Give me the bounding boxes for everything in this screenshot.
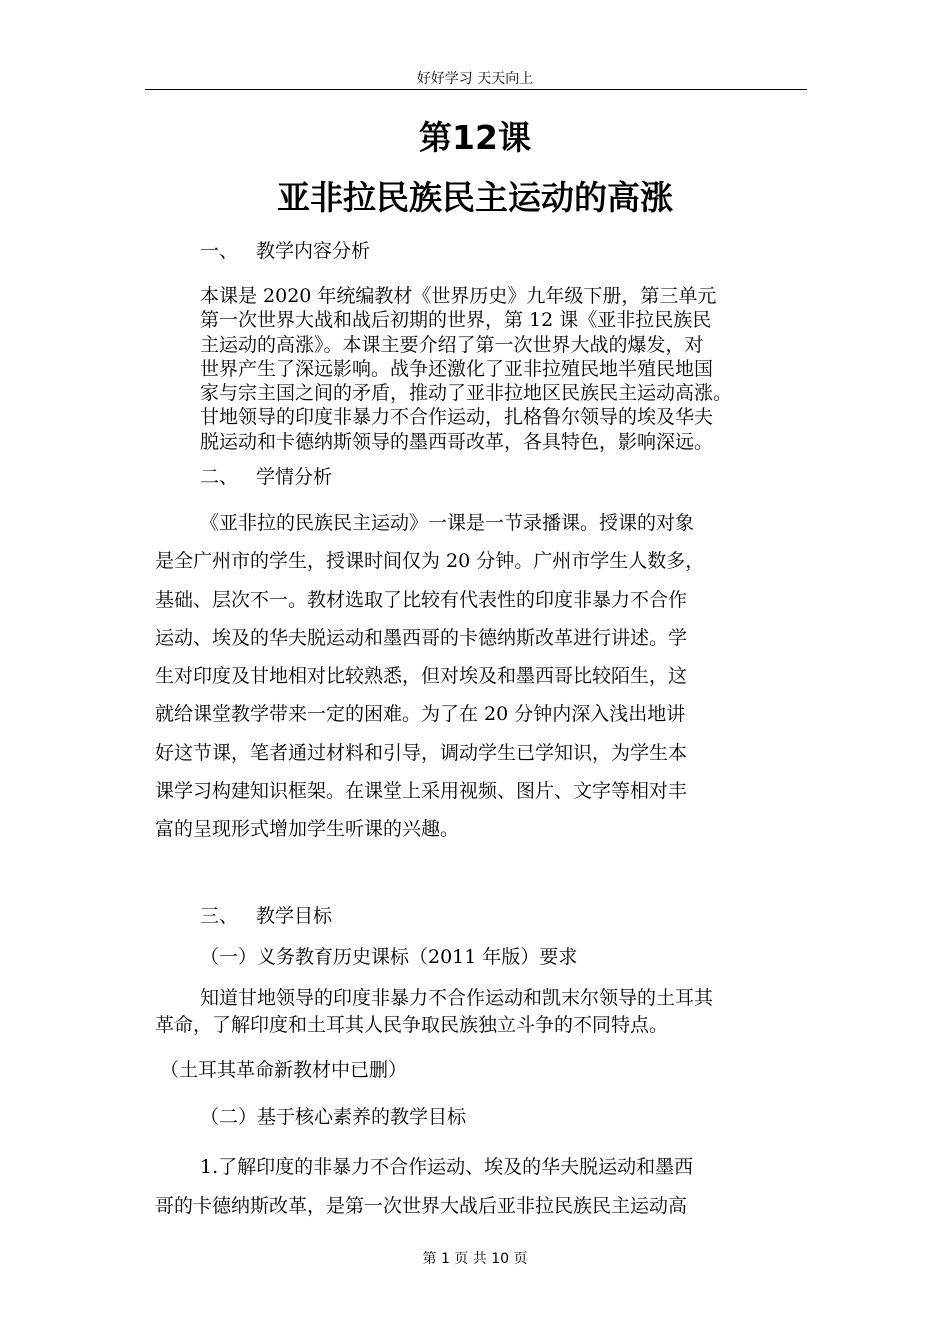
paragraph-line: 运动、埃及的华夫脱运动和墨西哥的卡德纳斯改革进行讲述。学 xyxy=(155,626,688,649)
page-footer: 第 1 页 共 10 页 xyxy=(422,1251,528,1267)
lesson-number-title: 第12课 xyxy=(419,118,531,157)
paragraph-line: 主运动的高涨》。本课主要介绍了第一次世界大战的爆发，对 xyxy=(200,333,704,356)
paragraph-line: 哥的卡德纳斯改革，是第一次世界大战后亚非拉民族民主运动高 xyxy=(155,1195,688,1217)
paragraph-line: 知道甘地领导的印度非暴力不合作运动和凯末尔领导的土耳其 xyxy=(200,987,714,1009)
section3-number: 三、 xyxy=(200,905,239,927)
section3-heading xyxy=(200,903,332,929)
paragraph-line: 第一次世界大战和战后初期的世界，第 12 课《亚非拉民族民 xyxy=(200,309,712,332)
section2-heading xyxy=(200,464,332,490)
paragraph-line: 1.了解印度的非暴力不合作运动、埃及的华夫脱运动和墨西 xyxy=(200,1156,694,1178)
section3-paragraph-2 xyxy=(155,1148,805,1226)
paragraph-line: 富的呈现形式增加学生听课的兴趣。 xyxy=(155,818,460,841)
paragraph-line: 脱运动和卡德纳斯领导的墨西哥改革，各具特色，影响深远。 xyxy=(200,430,714,453)
section3-title: 教学目标 xyxy=(256,905,333,927)
lesson-title: 亚非拉民族民主运动的高涨 xyxy=(277,178,673,217)
paragraph-line: 基础、层次不一。教材选取了比较有代表性的印度非暴力不合作 xyxy=(155,588,688,611)
paragraph-line: 是全广州市的学生，授课时间仅为 20 分钟。广州市学生人数多， xyxy=(155,550,705,573)
section3-note: （土耳其革命新教材中已删） xyxy=(160,1059,408,1081)
section3-paragraph-1 xyxy=(155,985,805,1039)
section3-subheading-2: （二）基于核心素养的教学目标 xyxy=(200,1106,467,1128)
paragraph-line: 课学习构建知识框架。在课堂上采用视频、图片、文字等相对丰 xyxy=(155,780,688,803)
section3-subheading-1: （一）义务教育历史课标（2011 年版）要求 xyxy=(200,946,578,968)
paragraph-line: 甘地领导的印度非暴力不合作运动，扎格鲁尔领导的埃及华夫 xyxy=(200,406,714,429)
section2-paragraph xyxy=(155,504,805,849)
paragraph-line: 本课是 2020 年统编教材《世界历史》九年级下册，第三单元 xyxy=(200,285,717,307)
paragraph-line: 革命，了解印度和土耳其人民争取民族独立斗争的不同特点。 xyxy=(155,1014,669,1036)
section1-paragraph xyxy=(200,284,810,454)
section1-title: 教学内容分析 xyxy=(256,240,371,262)
section1-number: 一、 xyxy=(200,240,239,262)
section1-heading xyxy=(200,238,370,264)
paragraph-line: 就给课堂教学带来一定的困难。为了在 20 分钟内深入浅出地讲 xyxy=(155,703,686,726)
paragraph-line: 好这节课，笔者通过材料和引导，调动学生已学知识，为学生本 xyxy=(155,741,688,764)
paragraph-line: 生对印度及甘地相对比较熟悉，但对埃及和墨西哥比较陌生，这 xyxy=(155,665,688,688)
section2-number: 二、 xyxy=(200,466,239,488)
paragraph-line: 《亚非拉的民族民主运动》一课是一节录播课。授课的对象 xyxy=(200,512,695,534)
page-header: 好好学习 天天向上 xyxy=(416,71,534,87)
paragraph-line: 家与宗主国之间的矛盾，推动了亚非拉地区民族民主运动高涨。 xyxy=(200,382,733,405)
section2-title: 学情分析 xyxy=(256,466,333,488)
header-rule xyxy=(145,89,807,90)
paragraph-line: 世界产生了深远影响。战争还激化了亚非拉殖民地半殖民地国 xyxy=(200,357,714,380)
